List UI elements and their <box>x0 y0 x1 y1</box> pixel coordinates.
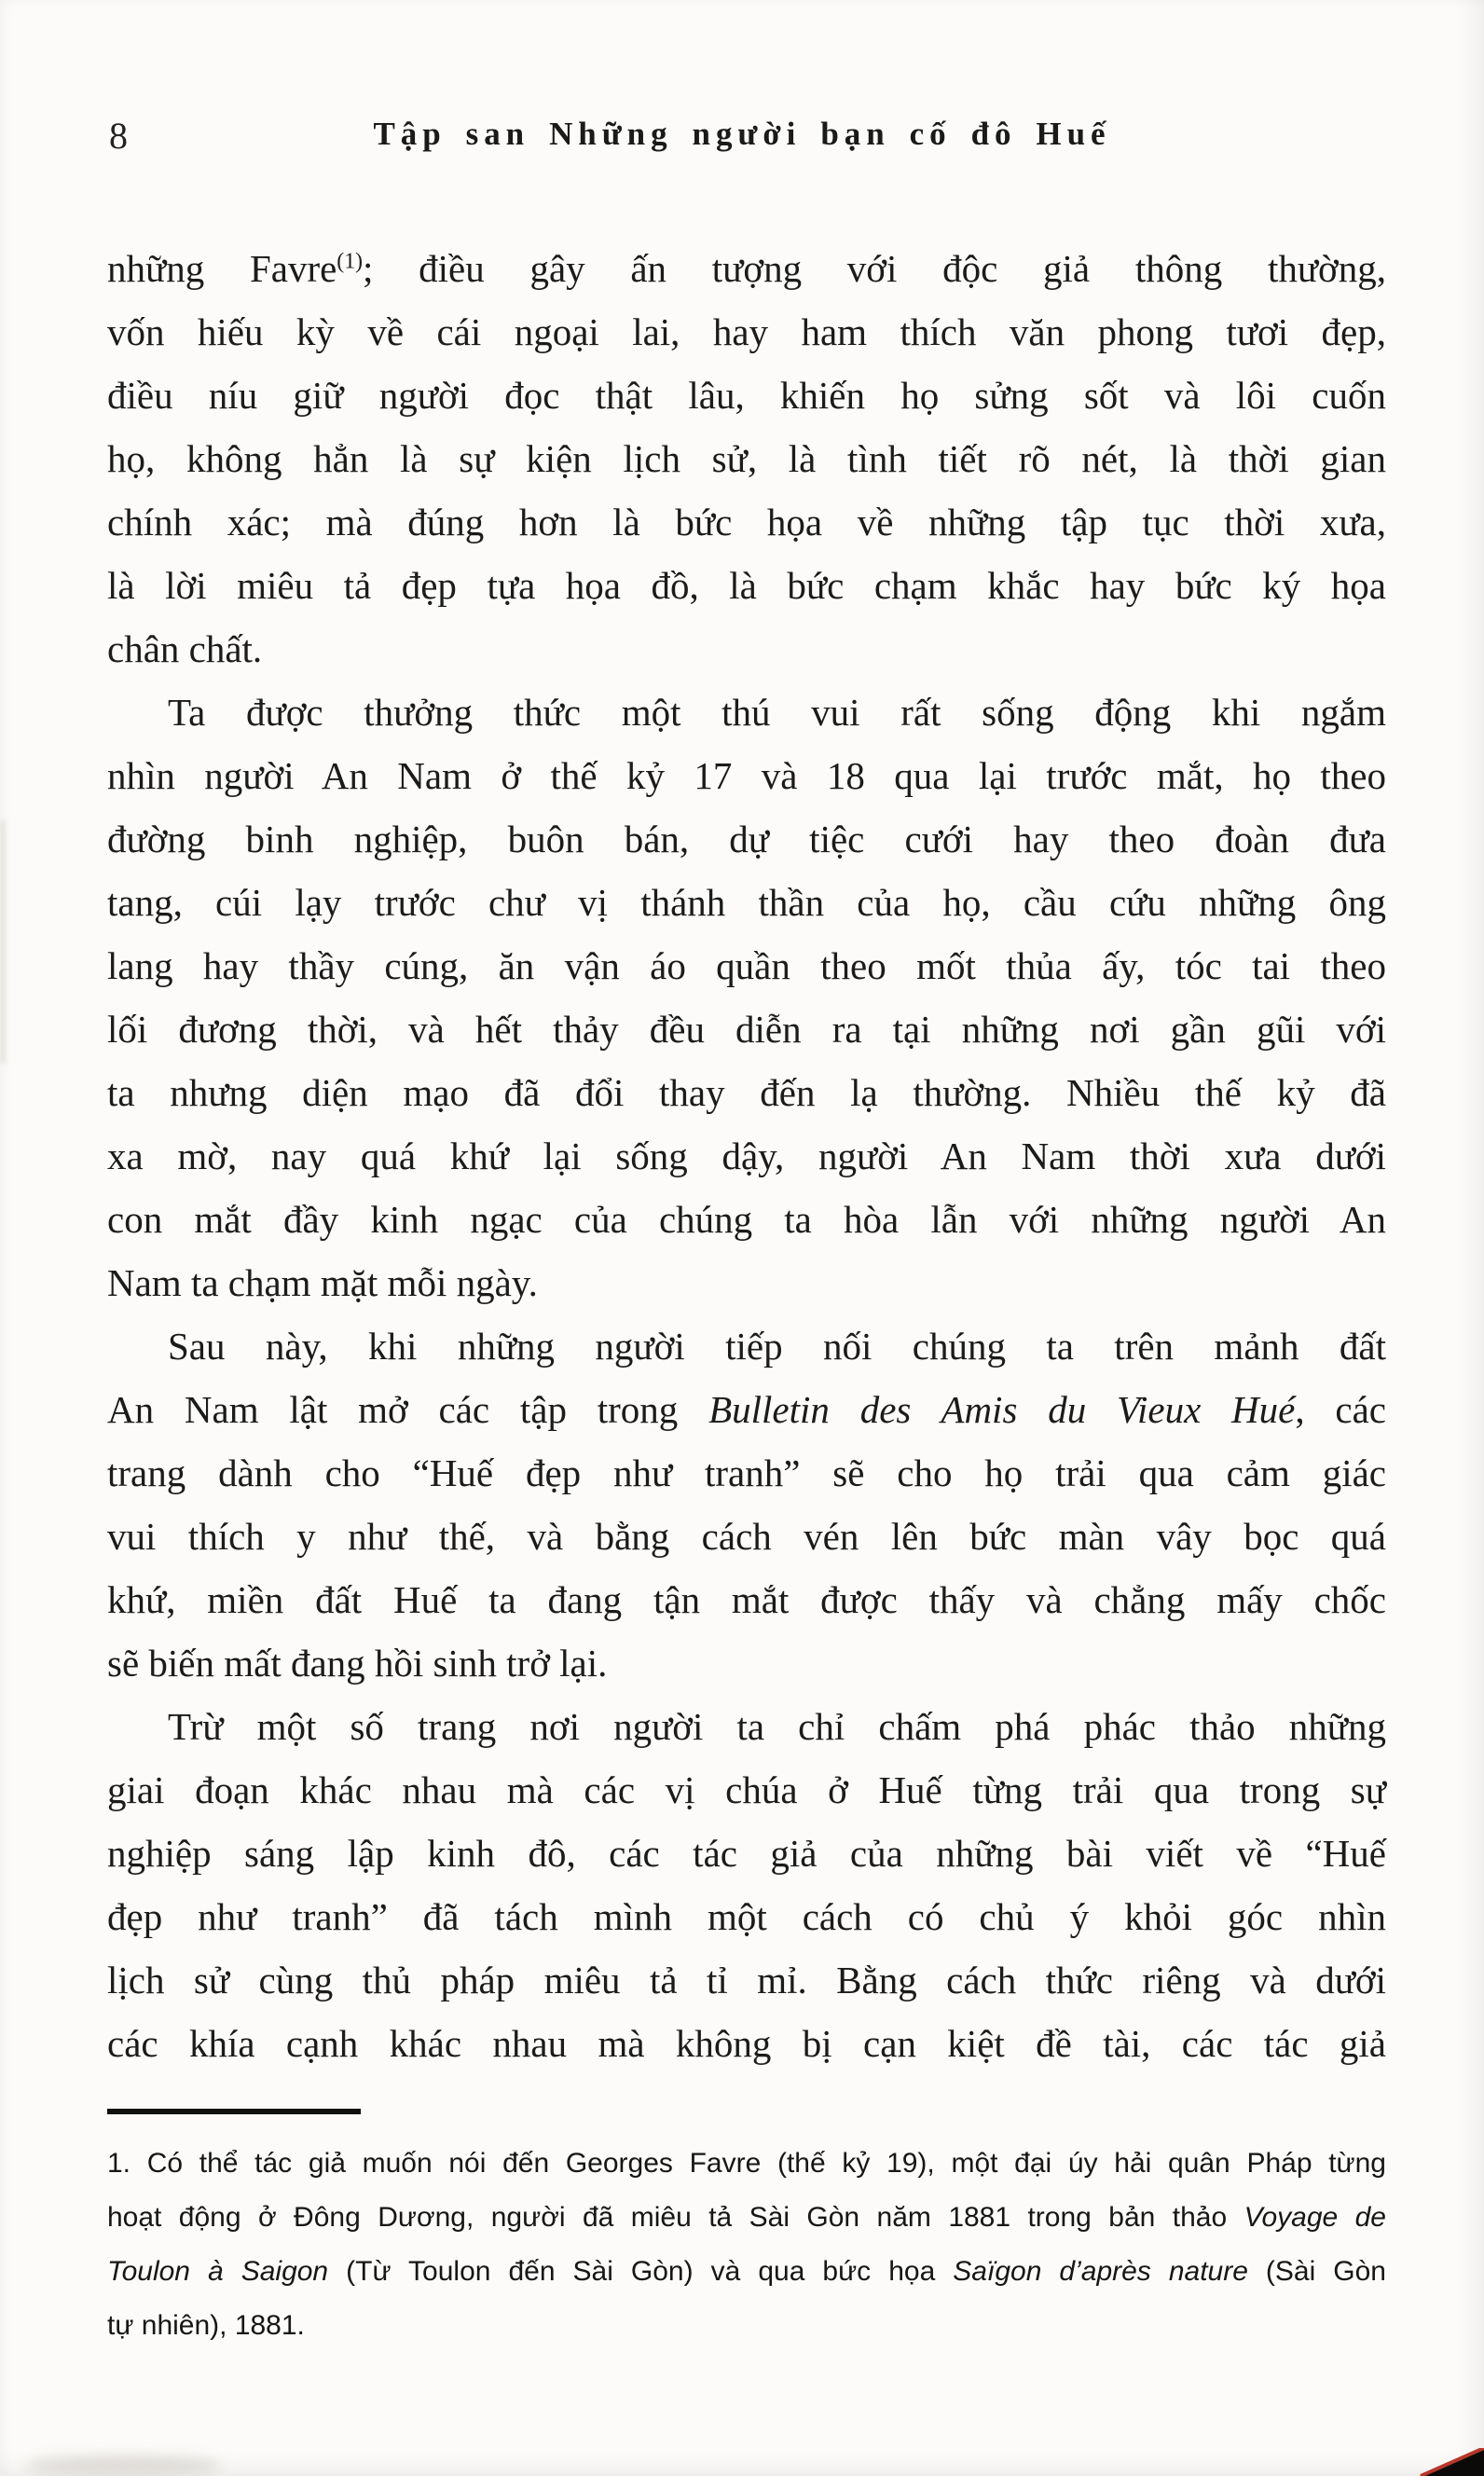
text-line <box>107 807 1386 871</box>
text-run: lối đương thời, và hết thảy đều diễn ra tại những nơi gần gũi với <box>107 1008 1386 1051</box>
text-line <box>107 934 1386 997</box>
text-line <box>107 2245 1386 2299</box>
text-line <box>107 1251 1386 1314</box>
footnote-marker: (1) <box>337 249 364 274</box>
text-line <box>107 300 1386 364</box>
text-run: tang, cúi lạy trước chư vị thánh thần của họ, cầu cứu những ông <box>107 881 1386 924</box>
body-text <box>107 237 1386 2075</box>
text-run: vui thích y như thế, và bằng cách vén lên bức màn vây bọc quá <box>107 1515 1386 1558</box>
text-line <box>107 427 1386 490</box>
footnote-separator <box>107 2109 361 2114</box>
text-run: sẽ biến mất đang hồi sinh trở lại. <box>107 1642 608 1685</box>
text-line <box>107 744 1386 807</box>
text-line <box>107 2137 1386 2191</box>
footnote-block <box>107 2109 1386 2353</box>
text-run: điều níu giữ người đọc thật lâu, khiến họ sửng sốt và lôi cuốn <box>107 374 1386 417</box>
text-line <box>107 1378 1386 1441</box>
text-line <box>107 1758 1386 1822</box>
text-line <box>107 1568 1386 1631</box>
footnote-paragraph <box>107 2137 1386 2353</box>
text-run: chính xác; mà đúng hơn là bức họa về những tập tục thời xưa, <box>107 501 1386 543</box>
text-line <box>107 1061 1386 1124</box>
text-run: giai đoạn khác nhau mà các vị chúa ở Huế từng trải qua trong sự <box>107 1768 1386 1811</box>
text-line <box>107 871 1386 934</box>
text-run: đẹp như tranh” đã tách mình một cách có chủ ý khỏi góc nhìn <box>107 1895 1386 1938</box>
text-run: Saïgon d’après nature <box>953 2256 1248 2287</box>
text-line <box>107 1124 1386 1188</box>
body-paragraph-4 <box>107 1695 1386 2075</box>
body-paragraph-1 <box>107 237 1386 681</box>
text-run: Sau này, khi những người tiếp nối chúng ta trên mảnh đất <box>168 1325 1386 1368</box>
running-title: Tập san Những người bạn cố đô Huế <box>373 116 1111 152</box>
text-line <box>107 1188 1386 1251</box>
text-run: tự nhiên), 1881. <box>107 2310 305 2341</box>
text-run: nhìn người An Nam ở thế kỷ 17 và 18 qua lại trước mắt, họ theo <box>107 754 1386 797</box>
text-run: lang hay thầy cúng, ăn vận áo quần theo mốt thủa ấy, tóc tai theo <box>107 944 1386 987</box>
text-run: xa mờ, nay quá khứ lại sống dậy, người An Nam thời xưa dưới <box>107 1135 1386 1177</box>
text-line <box>107 490 1386 554</box>
text-line <box>107 2012 1386 2075</box>
page-corner-mark <box>1415 2448 1484 2476</box>
page-header <box>0 110 1484 166</box>
text-run: những Favre <box>107 247 337 290</box>
text-line <box>107 554 1386 617</box>
text-run: trang dành cho “Huế đẹp như tranh” sẽ cho họ trải qua cảm giác <box>107 1451 1386 1494</box>
text-run: (Từ Toulon đến Sài Gòn) và qua bức họa <box>328 2256 954 2287</box>
page-number: 8 <box>109 115 128 157</box>
text-run: hoạt động ở Đông Dương, người đã miêu tả Sài Gòn năm 1881 trong bản thảo <box>107 2202 1244 2233</box>
text-run: Ta được thưởng thức một thú vui rất sống động khi ngắm <box>168 691 1386 734</box>
text-run: ta nhưng diện mạo đã đổi thay đến lạ thường. Nhiều thế kỷ đã <box>107 1071 1386 1114</box>
text-run: họ, không hẳn là sự kiện lịch sử, là tình tiết rõ nét, là thời gian <box>107 437 1386 480</box>
text-run: vốn hiếu kỳ về cái ngoại lai, hay ham thích văn phong tươi đẹp, <box>107 310 1386 353</box>
text-run: Nam ta chạm mặt mỗi ngày. <box>107 1261 538 1304</box>
text-run: Voyage de <box>1244 2202 1386 2233</box>
text-run: Bulletin des Amis du Vieux Hué <box>708 1388 1296 1431</box>
text-line <box>107 1695 1386 1758</box>
text-line <box>107 237 1386 300</box>
text-line <box>107 1441 1386 1505</box>
text-line <box>107 1631 1386 1695</box>
text-run: 1. Có thể tác giả muốn nói đến Georges Favre (thế kỷ 19), một đại úy hải quân Pháp từng <box>107 2148 1386 2179</box>
text-run: con mắt đầy kinh ngạc của chúng ta hòa lẫn với những người An <box>107 1198 1386 1241</box>
text-run: là lời miêu tả đẹp tựa họa đồ, là bức chạm khắc hay bức ký họa <box>107 564 1386 607</box>
text-run: An Nam lật mở các tập trong <box>107 1388 709 1431</box>
text-run: (Sài Gòn <box>1247 2256 1386 2287</box>
text-run: chân chất. <box>107 627 263 670</box>
text-line <box>107 1822 1386 1885</box>
text-run: các khía cạnh khác nhau mà không bị cạn kiệt đề tài, các tác giả <box>107 2022 1386 2065</box>
scan-smudge <box>26 2455 222 2476</box>
text-line <box>107 997 1386 1061</box>
text-run: , các <box>1295 1388 1387 1431</box>
text-line <box>107 1885 1386 1948</box>
text-line <box>107 364 1386 427</box>
text-run: Trừ một số trang nơi người ta chỉ chấm phá phác thảo những <box>168 1705 1386 1748</box>
text-run: khứ, miền đất Huế ta đang tận mắt được thấy và chẳng mấy chốc <box>107 1578 1386 1621</box>
text-run: Toulon à Saigon <box>107 2256 329 2287</box>
text-line <box>107 1314 1386 1378</box>
body-paragraph-2 <box>107 681 1386 1314</box>
body-paragraph-3 <box>107 1314 1386 1695</box>
text-line <box>107 2191 1386 2245</box>
text-line <box>107 2299 1386 2353</box>
text-run: ; điều gây ấn tượng với độc giả thông thường, <box>363 247 1386 290</box>
text-line <box>107 1948 1386 2012</box>
text-line <box>107 617 1386 681</box>
text-line <box>107 681 1386 744</box>
text-run: lịch sử cùng thủ pháp miêu tả tỉ mỉ. Bằng cách thức riêng và dưới <box>107 1959 1386 2001</box>
text-run: nghiệp sáng lập kinh đô, các tác giả của những bài viết về “Huế <box>107 1832 1386 1875</box>
text-line <box>107 1505 1386 1568</box>
text-run: đường binh nghiệp, buôn bán, dự tiệc cưới hay theo đoàn đưa <box>107 818 1386 860</box>
scan-edge-artifact <box>0 820 6 1063</box>
